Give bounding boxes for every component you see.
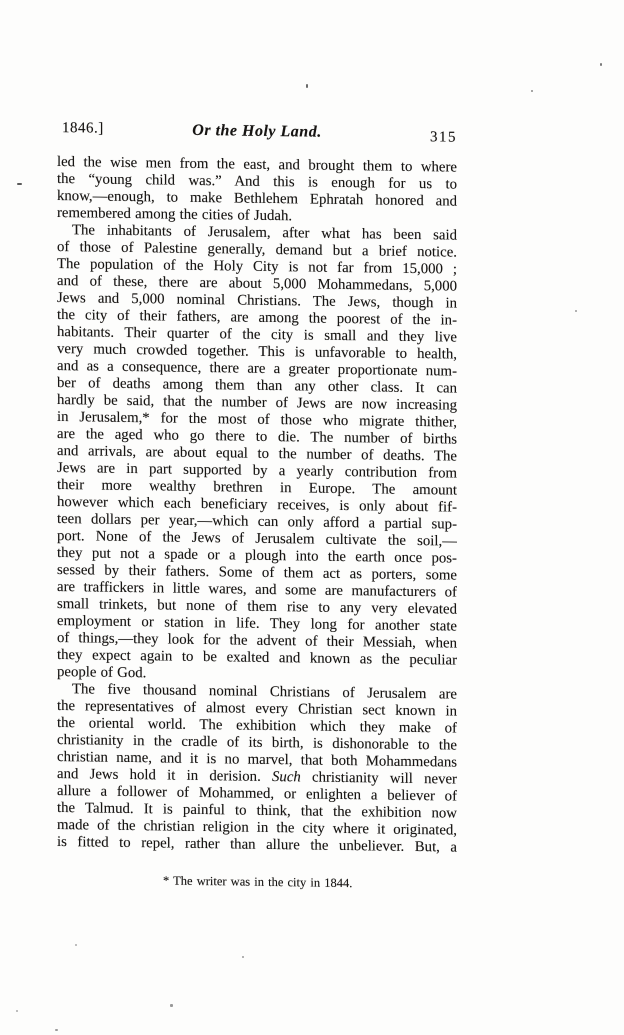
body-text-line: christianity in the cradle of its birth, is dishonorable to the <box>57 732 457 754</box>
body-text-line: their more wealthy brethren in Europe. The amount <box>57 477 457 499</box>
body-text-line: the city of their fathers, are among the poorest of the in- <box>57 307 457 329</box>
page-header <box>57 120 457 144</box>
text-segment: and Jews hold it in derision. <box>57 766 273 786</box>
body-text-line: is fitted to repel, rather than allure the unbeliever. But, a <box>57 834 457 856</box>
body-text-line: the Talmud. It is painful to think, that the exhibition now <box>57 800 457 822</box>
body-text-line: very much crowded together. This is unfavorable to health, <box>57 341 457 363</box>
body-text-line: employment or station in life. They long for another state <box>57 613 457 635</box>
body-text-line: remembered among the cities of Judah. <box>57 205 293 225</box>
body-text-line: habitants. Their quarter of the city is small and they live <box>57 324 457 346</box>
scan-speck <box>170 1004 173 1007</box>
italic-text: Such <box>272 769 301 786</box>
body-text-line: are traffickers in little wares, and some are manufacturers of <box>57 579 457 601</box>
text-segment: christianity will never <box>300 769 457 788</box>
scan-speck <box>55 1029 58 1031</box>
body-text-line: small trinkets, but none of them rise to any very elevated <box>57 596 457 618</box>
body-text-line: know,—enough, to make Bethlehem Ephratah honored and <box>57 188 457 210</box>
scan-speck <box>242 956 244 958</box>
page-number: 315 <box>430 129 457 146</box>
body-text-line: however which each beneficiary receives, is only about fif- <box>57 494 457 516</box>
body-text-line: The population of the Holy City is not far from 15,000 ; <box>57 256 457 278</box>
body-text-line: they put not a spade or a plough into the earth once pos- <box>57 545 457 567</box>
body-text-line: teen dollars per year,—which can only afford a partial sup- <box>57 511 457 533</box>
scan-speck <box>75 944 77 946</box>
page-content <box>57 120 457 893</box>
body-text-line: led the wise men from the east, and brought them to where <box>57 154 457 176</box>
scan-speck <box>531 90 533 92</box>
body-text-line: and of these, there are about 5,000 Mohammedans, 5,000 <box>57 273 457 295</box>
body-text-line: of things,—they look for the advent of their Messiah, when <box>57 630 457 652</box>
body-text-line: in Jerusalem,* for the most of those who migrate thither, <box>57 409 457 431</box>
body-text-line: sessed by their fathers. Some of them act as porters, some <box>57 562 457 584</box>
body-text-line: christian name, and it is no marvel, that both Mohammedans <box>57 749 457 771</box>
body-text-line: hardly be said, that the number of Jews are now increasing <box>57 392 457 414</box>
running-title: Or the Holy Land. <box>192 121 322 141</box>
scan-speck <box>17 183 22 185</box>
body-text-line: are the aged who go there to die. The number of births <box>57 426 457 448</box>
body-text-line: and as a consequence, there are a greater proportionate num- <box>57 358 457 380</box>
body-text-line: made of the christian religion in the city where it originated, <box>57 817 457 839</box>
body-text-line: of those of Palestine generally, demand but a brief notice. <box>57 239 457 261</box>
body-text-line: the representatives of almost every Christian sect known in <box>57 698 457 720</box>
body-text-line: allure a follower of Mohammed, or enlighten a believer of <box>57 783 457 805</box>
body-text-line: and arrivals, are about equal to the number of deaths. The <box>57 443 457 465</box>
body-text-line: the “young child was.” And this is enough for us to <box>57 171 457 193</box>
body-text-line: The five thousand nominal Christians of Jerusalem are <box>72 681 457 703</box>
body-text-line: the oriental world. The exhibition which they make of <box>57 715 457 737</box>
body-text-line: Jews are in part supported by a yearly contribution from <box>57 460 457 482</box>
body-text-line: people of God. <box>57 664 147 682</box>
footnote: * The writer was in the city in 1844. <box>163 873 353 891</box>
page-body-text <box>57 154 457 857</box>
scan-speck <box>306 84 308 88</box>
body-text-line: The inhabitants of Jerusalem, after what has been said <box>72 222 457 244</box>
body-text-line: port. None of the Jews of Jerusalem cultivate the soil,— <box>57 528 457 550</box>
body-text-line: ber of deaths among them than any other class. It can <box>57 375 457 397</box>
body-text-line: Jews and 5,000 nominal Christians. The Jews, though in <box>57 290 457 312</box>
scan-speck <box>600 63 602 66</box>
scan-speck <box>16 1010 18 1012</box>
body-text-line: they expect again to be exalted and known as the peculiar <box>57 647 457 669</box>
header-year-label: 1846.] <box>62 120 104 137</box>
scan-speck <box>575 310 577 312</box>
